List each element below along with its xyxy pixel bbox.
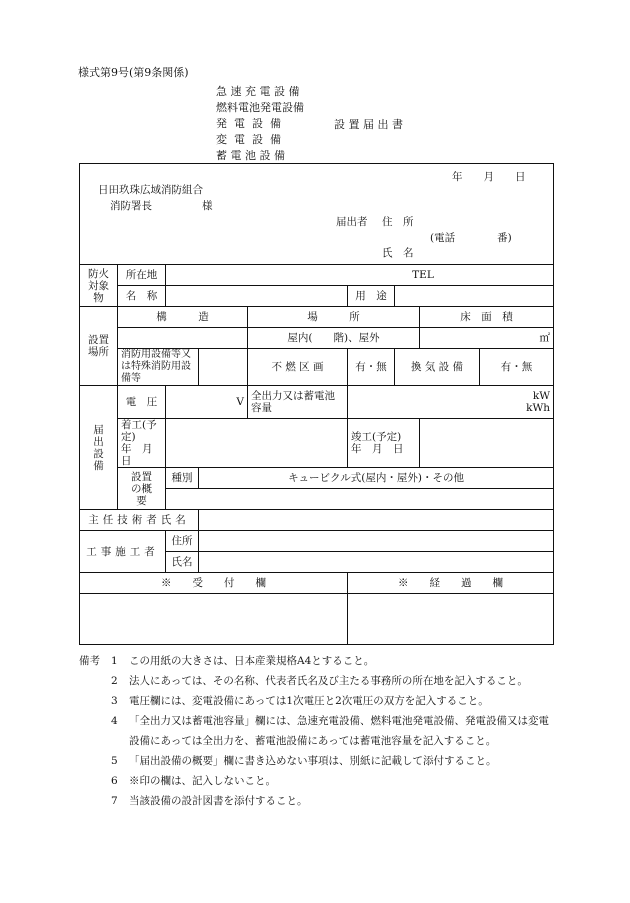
addressee-org: 日田玖珠広域消防組合 — [98, 184, 203, 196]
contractor-name-label: 氏名 — [166, 552, 199, 573]
floor-area-header: 床 面 積 — [420, 307, 554, 328]
note-text: 電圧欄には、変電設備にあっては1次電圧と2次電圧の双方を記入すること。 — [129, 695, 489, 707]
notes-label: 備考 — [79, 655, 100, 667]
ventilation-choice[interactable]: 有・無 — [480, 349, 554, 386]
target-location-label: 所在地 — [118, 265, 166, 286]
finish-extra[interactable] — [420, 419, 554, 468]
location-header: 場 所 — [248, 307, 420, 328]
note-text: 当該設備の設計図書を添付すること。 — [129, 795, 308, 807]
finish-cell[interactable] — [348, 419, 420, 468]
contractor-name-field[interactable] — [199, 552, 554, 573]
place-label: 設置場所 — [80, 307, 118, 386]
finish-label: 竣工(予定) — [351, 431, 402, 443]
target-name-field[interactable] — [166, 286, 348, 307]
voltage-label: 電 圧 — [118, 386, 166, 419]
target-label: 防火対象物 — [80, 265, 118, 307]
start-date: 年 月 日 — [121, 443, 163, 467]
note-number: 1 — [111, 655, 118, 667]
structure-field[interactable] — [118, 328, 248, 349]
target-name-label: 名 称 — [118, 286, 166, 307]
outline-label: 設置の概要 — [118, 468, 166, 510]
target-use-label: 用 途 — [348, 286, 395, 307]
type-label: 種別 — [166, 468, 199, 489]
note-number: 3 — [111, 695, 118, 707]
progress-label: ※ 経 過 欄 — [348, 573, 554, 594]
notes-section — [79, 651, 555, 811]
title-line: 蓄 電 池 設 備 — [216, 149, 285, 162]
progress-field — [348, 594, 554, 645]
honorific: 様 — [202, 200, 213, 212]
fireproof-label: 不 燃 区 画 — [248, 349, 348, 386]
target-use-field[interactable] — [395, 286, 554, 307]
title-block — [216, 84, 304, 164]
target-tel-label: TEL — [166, 265, 554, 286]
note-number: 4 — [111, 715, 118, 727]
ventilation-label: 換 気 設 備 — [395, 349, 480, 386]
output-label: 全出力又は蓄電池容量 — [248, 386, 348, 419]
name-label: 氏 名 — [382, 247, 414, 259]
address-label: 住 所 — [382, 216, 414, 228]
title-suffix: 設 置 届 出 書 — [334, 118, 403, 131]
note-text: この用紙の大きさは、日本産業規格A4とすること。 — [129, 655, 375, 667]
note-text: 「全出力又は蓄電池容量」欄には、急速充電設備、燃料電池発電設備、発電設備又は変電設備にあっては全出力を、蓄電池設備にあっては蓄電池容量を記入すること。 — [129, 715, 549, 747]
title-line: 変 電 設 備 — [216, 133, 281, 146]
note-number: 7 — [111, 795, 118, 807]
contractor-address-field[interactable] — [199, 531, 554, 552]
equipment-label: 届出設備 — [80, 386, 118, 510]
output-units — [348, 386, 554, 419]
form-number: 様式第9号(第9条関係) — [78, 66, 189, 79]
kwh-unit: kWh — [526, 402, 551, 414]
reception-field — [80, 594, 348, 645]
contractor-address-label: 住所 — [166, 531, 199, 552]
reception-label: ※ 受 付 欄 — [80, 573, 348, 594]
note-text: 法人にあっては、その名称、代表者氏名及び主たる事務所の所在地を記入すること。 — [129, 675, 528, 687]
start-cell[interactable] — [118, 419, 166, 468]
title-line: 急 速 充 電 設 備 — [216, 85, 300, 98]
date-field[interactable]: 年 月 日 — [452, 171, 526, 183]
indoor-floor-field[interactable]: 屋内( 階)、屋外 — [248, 328, 420, 349]
type-value[interactable]: キュービクル式(屋内・屋外)・その他 — [199, 468, 554, 489]
phone-label: (電話 番) — [430, 232, 512, 244]
kw-unit: kW — [532, 390, 551, 402]
title-line: 発 電 設 備 — [216, 117, 281, 130]
chief-engineer-label: 主任技術者氏名 — [80, 510, 199, 531]
note-number: 5 — [111, 755, 118, 767]
voltage-unit: V — [166, 386, 248, 419]
fire-equipment-field[interactable] — [199, 349, 248, 386]
note-number: 2 — [111, 675, 118, 687]
floor-area-unit: ㎡ — [420, 328, 554, 349]
note-text: 「届出設備の概要」欄に書き込めない事項は、別紙に記載して添付すること。 — [129, 755, 497, 767]
note-text: ※印の欄は、記入しないこと。 — [129, 775, 276, 787]
notification-form-table — [79, 163, 554, 645]
header-section — [80, 164, 554, 265]
note-number: 6 — [111, 775, 118, 787]
fire-equipment-label: 消防用設備等又は特殊消防用設備等 — [118, 349, 199, 386]
fireproof-choice[interactable]: 有・無 — [348, 349, 395, 386]
outline-field[interactable] — [166, 489, 554, 510]
title-line: 燃料電池発電設備 — [216, 101, 304, 114]
start-label: 着工(予定) — [121, 419, 157, 443]
contractor-label: 工事施工者 — [80, 531, 166, 573]
submitter-label: 届出者 — [336, 216, 368, 228]
finish-date: 年 月 日 — [351, 443, 404, 455]
addressee-title: 消防署長 — [110, 200, 152, 212]
start-extra[interactable] — [166, 419, 348, 468]
chief-engineer-field[interactable] — [199, 510, 554, 531]
structure-header: 構 造 — [118, 307, 248, 328]
